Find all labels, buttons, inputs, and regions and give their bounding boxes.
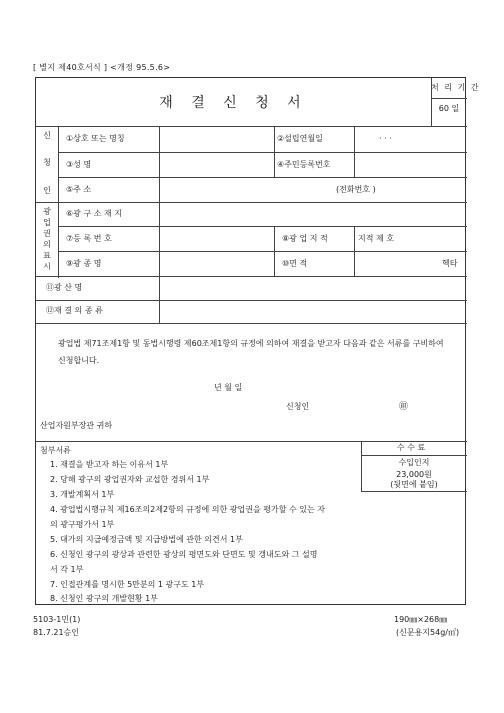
mining-right-label bbox=[41, 206, 53, 272]
location-label: ⑥광 구 소 재 지 bbox=[66, 209, 122, 218]
footer-code: 5103-1민(1) bbox=[33, 615, 81, 624]
phone-label: (전화번호 ) bbox=[336, 185, 376, 194]
mining-right-char: 표 bbox=[43, 251, 51, 260]
attachment-item: 2. 당해 광구의 광업권자와 교섭한 경위서 1부 bbox=[50, 475, 210, 484]
footer-paper: (신문용지54g/㎡) bbox=[396, 628, 460, 637]
ruling-type-label: ⑫재 결 의 종 류 bbox=[46, 306, 103, 315]
application-form bbox=[35, 77, 481, 605]
mining-right-char: 업 bbox=[43, 218, 51, 227]
mining-district-label: ⑧광 업 지 적 bbox=[282, 234, 328, 243]
mineral-label: ⑨광 종 명 bbox=[66, 259, 102, 268]
attachment-item: 4. 광업법시행규칙 제16조의2제2항의 규정에 의한 광업권을 평가할 수 있는 자 bbox=[50, 505, 325, 514]
id-label: ④주민등록번호 bbox=[277, 160, 331, 169]
area-label: ⑩면 적 bbox=[282, 259, 308, 268]
est-date-placeholder: · · · bbox=[379, 134, 392, 143]
mining-right-char: 의 bbox=[43, 240, 51, 249]
attachment-item: 3. 개발계획서 1부 bbox=[50, 490, 115, 499]
address-label: ⑤주 소 bbox=[66, 185, 92, 194]
applicant-sign: 신청인 bbox=[286, 402, 310, 411]
attachment-item: 6. 신청인 광구의 광상과 관련한 광상의 평면도와 단면도 및 갱내도와 그 설명 bbox=[50, 550, 318, 559]
footer-approval: 81.7.21승인 bbox=[33, 628, 79, 637]
mining-right-char: 권 bbox=[43, 229, 51, 238]
form-title: 재 결 신 청 서 bbox=[159, 95, 308, 111]
fee-line1: 수입인지 bbox=[398, 458, 430, 467]
mining-right-char: 광 bbox=[43, 207, 51, 216]
seal-mark: ㊞ bbox=[399, 402, 409, 412]
area-unit: 헥타 bbox=[442, 259, 458, 268]
district-value: 지적 제 호 bbox=[358, 234, 394, 243]
fee-line2: 23,000원 bbox=[396, 470, 432, 479]
attachments-label: 첨부서류 bbox=[40, 446, 71, 455]
attachment-item: 의 광구평가서 1부 bbox=[50, 520, 115, 529]
name-label: ①상호 또는 명칭 bbox=[66, 134, 125, 143]
statement-text: 광업법 제71조제1항 및 동법시행령 제60조제1항의 규정에 의하여 재결을 받고자 다음과 같은 서류를 구비하여 신청합니다. bbox=[58, 339, 444, 365]
est-date-label: ②설립연월일 bbox=[277, 134, 323, 143]
attachment-item: 1. 재결을 받고자 하는 이유서 1부 bbox=[50, 460, 169, 469]
fee-line3: (뒷면에 붙임) bbox=[390, 480, 438, 489]
applicant-label-3: 인 bbox=[43, 186, 51, 195]
footer-size: 190㎜×268㎜ bbox=[394, 615, 448, 624]
attachment-item: 7. 인접관계를 명시한 5만분의 1 광구도 1부 bbox=[50, 580, 205, 589]
processing-period-label: 처 리 기 간 bbox=[431, 83, 481, 92]
form-label: [ 별지 제40호서식 ] <개정 95.5.6> bbox=[33, 63, 171, 72]
recipient: 산업자원부장관 귀하 bbox=[40, 421, 113, 430]
reg-no-label: ⑦등 록 번 호 bbox=[66, 234, 112, 243]
processing-period-value: 60 일 bbox=[438, 104, 460, 113]
mining-right-char: 시 bbox=[43, 262, 51, 271]
attachment-item: 8. 신청인 광구의 개발현황 1부 bbox=[50, 594, 158, 603]
fee-label: 수 수 료 bbox=[396, 443, 426, 452]
applicant-label-2: 청 bbox=[43, 158, 51, 167]
attachment-item: 서 각 1부 bbox=[50, 565, 84, 574]
mine-name-label: ⑪광 산 명 bbox=[46, 283, 83, 292]
date-line: 년 월 일 bbox=[214, 383, 243, 392]
person-label: ③성 명 bbox=[66, 160, 92, 169]
attachment-item: 5. 대가의 지급예정금액 및 지급방법에 관한 의견서 1부 bbox=[50, 535, 243, 544]
applicant-label-1: 신 bbox=[43, 131, 51, 140]
